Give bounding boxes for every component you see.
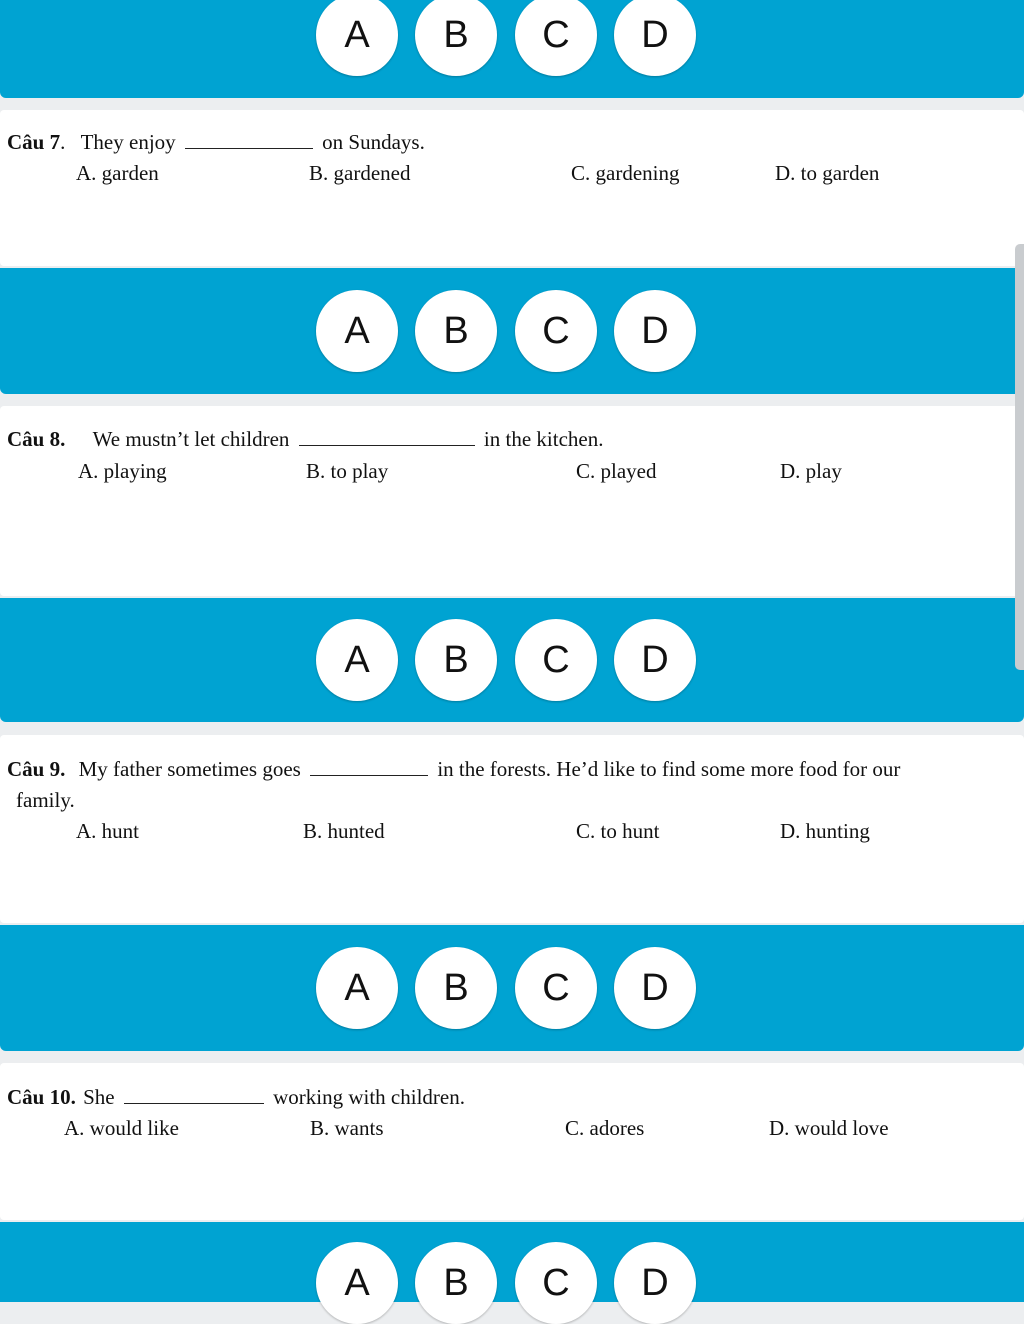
question-card-8 (0, 406, 1024, 596)
option-d[interactable]: D. to garden (775, 161, 880, 185)
answer-band-top (0, 0, 1024, 98)
option-d[interactable]: D. would love (769, 1116, 889, 1140)
question-stem-continuation: family. (16, 788, 75, 812)
answer-band (0, 268, 1024, 394)
question-label: Câu 7 (7, 130, 61, 154)
option-c[interactable]: C. played (576, 459, 657, 483)
choice-a-button[interactable]: A (316, 0, 398, 76)
question-stem (7, 130, 425, 155)
answer-band (0, 598, 1024, 722)
choice-d-button[interactable]: D (614, 1242, 696, 1324)
choice-a-button[interactable]: A (316, 947, 398, 1029)
answer-blank (299, 429, 475, 446)
choice-d-button[interactable]: D (614, 0, 696, 76)
choice-d-button[interactable]: D (614, 290, 696, 372)
question-stem (7, 1085, 465, 1110)
choice-b-button[interactable]: B (415, 1242, 497, 1324)
option-c[interactable]: C. gardening (571, 161, 680, 185)
option-a[interactable]: A. playing (78, 459, 167, 483)
choice-c-button[interactable]: C (515, 1242, 597, 1324)
stem-after: in the forests. He’d like to find some more food for our (437, 757, 901, 781)
answer-blank (310, 759, 428, 776)
question-card-7 (0, 110, 1024, 266)
answer-blank (124, 1087, 264, 1104)
choice-c-button[interactable]: C (515, 290, 597, 372)
question-label-sep: . (60, 130, 66, 154)
option-a[interactable]: A. would like (64, 1116, 179, 1140)
stem-after: working with children. (273, 1085, 465, 1109)
answer-blank (185, 132, 313, 149)
question-label: Câu 9. (7, 757, 66, 781)
option-a[interactable]: A. hunt (76, 819, 139, 843)
choice-a-button[interactable]: A (316, 290, 398, 372)
stem-after: in the kitchen. (483, 427, 604, 451)
choice-c-button[interactable]: C (515, 947, 597, 1029)
option-b[interactable]: B. hunted (303, 819, 385, 843)
option-d[interactable]: D. play (780, 459, 842, 483)
question-label: Câu 10. (7, 1085, 76, 1109)
question-stem (7, 757, 900, 782)
choice-b-button[interactable]: B (415, 0, 497, 76)
choice-d-button[interactable]: D (614, 947, 696, 1029)
answer-band-bottom (0, 1222, 1024, 1302)
option-b[interactable]: B. wants (310, 1116, 384, 1140)
choice-a-button[interactable]: A (316, 1242, 398, 1324)
option-b[interactable]: B. gardened (309, 161, 411, 185)
choice-b-button[interactable]: B (415, 290, 497, 372)
option-c[interactable]: C. to hunt (576, 819, 660, 843)
question-card-9 (0, 735, 1024, 923)
choice-a-button[interactable]: A (316, 619, 398, 701)
option-a[interactable]: A. garden (76, 161, 159, 185)
stem-after: on Sundays. (322, 130, 425, 154)
question-stem (7, 427, 603, 452)
choice-c-button[interactable]: C (515, 0, 597, 76)
option-d[interactable]: D. hunting (780, 819, 870, 843)
option-b[interactable]: B. to play (306, 459, 389, 483)
stem-before: She (83, 1085, 115, 1109)
choice-b-button[interactable]: B (415, 619, 497, 701)
option-c[interactable]: C. adores (565, 1116, 645, 1140)
question-label: Câu 8. (7, 427, 66, 451)
stem-before: We mustn’t let children (92, 427, 290, 451)
question-card-10 (0, 1063, 1024, 1220)
stem-before: They enjoy (80, 130, 176, 154)
page-scrollbar[interactable] (1015, 244, 1024, 670)
answer-band (0, 925, 1024, 1051)
stem-before: My father sometimes goes (78, 757, 301, 781)
choice-c-button[interactable]: C (515, 619, 597, 701)
choice-d-button[interactable]: D (614, 619, 696, 701)
choice-b-button[interactable]: B (415, 947, 497, 1029)
